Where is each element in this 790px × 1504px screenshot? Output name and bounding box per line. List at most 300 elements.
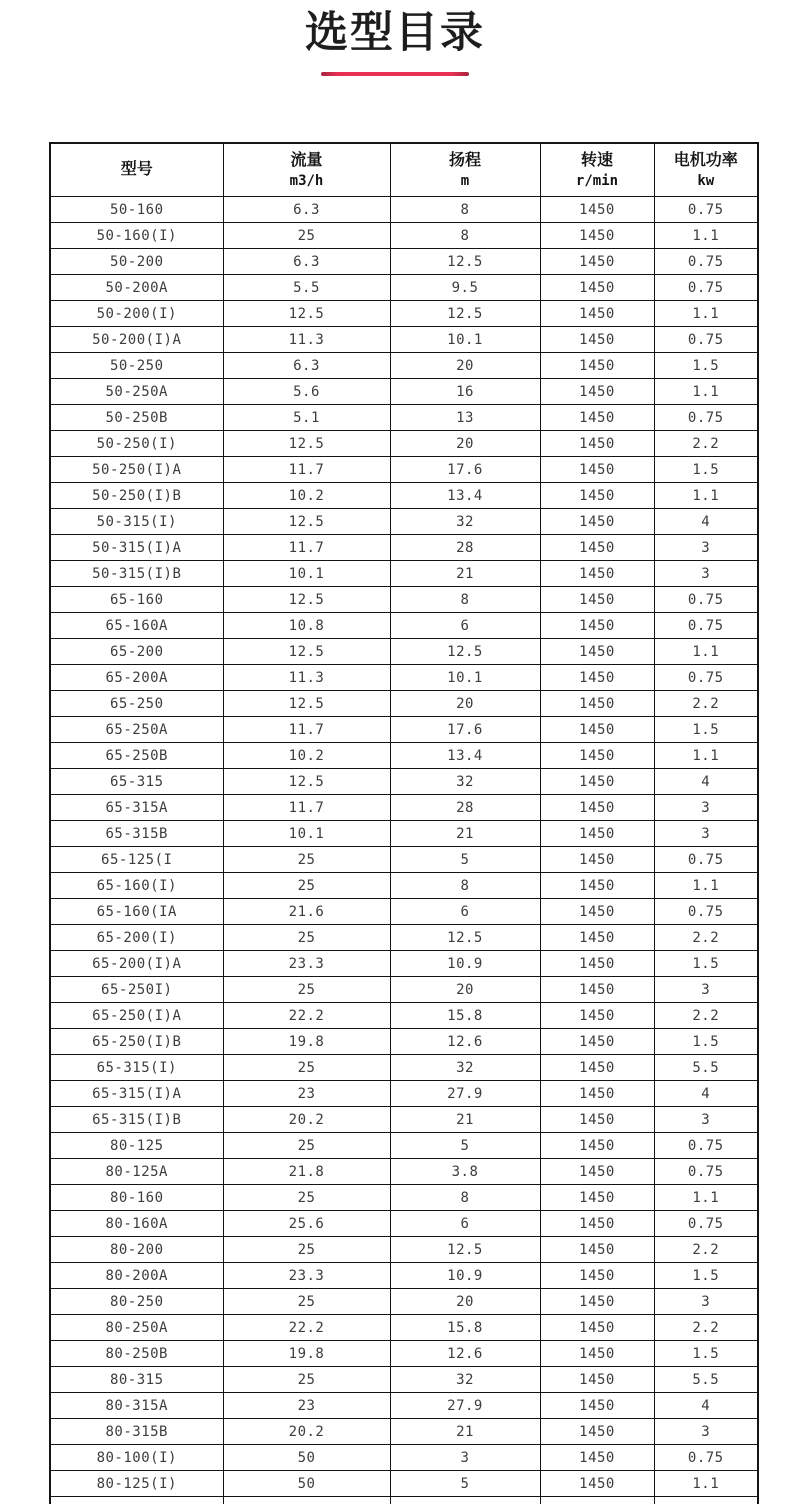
cell-head: 8: [390, 587, 540, 613]
cell-flow: 10.8: [223, 613, 390, 639]
page-title: 选型目录: [305, 9, 485, 57]
cell-speed: 1450: [540, 717, 654, 743]
cell-power: 3: [654, 561, 758, 587]
table-row: [50, 587, 758, 613]
cell-model: 65-200(I): [50, 925, 223, 951]
table-row: [50, 405, 758, 431]
cell-flow: 11.3: [223, 665, 390, 691]
cell-head: 28: [390, 795, 540, 821]
table-row: [50, 1133, 758, 1159]
cell-power: 1.5: [654, 1341, 758, 1367]
table-row: [50, 769, 758, 795]
cell-flow: 25: [223, 1133, 390, 1159]
table-row: [50, 457, 758, 483]
cell-flow: 23: [223, 1393, 390, 1419]
cell-head: 12.5: [390, 925, 540, 951]
cell-speed: 1450: [540, 743, 654, 769]
cell-model: 80-200: [50, 1237, 223, 1263]
cell-speed: 1450: [540, 665, 654, 691]
cell-power: 1.5: [654, 1263, 758, 1289]
cell-head: 10.1: [390, 665, 540, 691]
cell-power: 0.75: [654, 249, 758, 275]
table-row: [50, 1445, 758, 1471]
table-row: [50, 743, 758, 769]
cell-flow: 19.8: [223, 1029, 390, 1055]
table-row: [50, 613, 758, 639]
cell-power: 5.5: [654, 1367, 758, 1393]
cell-flow: 12.5: [223, 587, 390, 613]
cell-speed: 1450: [540, 327, 654, 353]
cell-model: 50-250: [50, 353, 223, 379]
cell-flow: 25: [223, 1289, 390, 1315]
cell-flow: 25: [223, 1185, 390, 1211]
cell-speed: 1450: [540, 1107, 654, 1133]
cell-flow: 25: [223, 1055, 390, 1081]
cell-flow: 6.3: [223, 249, 390, 275]
cell-flow: 25.6: [223, 1211, 390, 1237]
table-row: [50, 873, 758, 899]
cell-model: 65-200(I)A: [50, 951, 223, 977]
column-header-power: [654, 143, 758, 197]
cell-power: 2.2: [654, 691, 758, 717]
table-row: [50, 1237, 758, 1263]
cell-head: 17.6: [390, 457, 540, 483]
cell-speed: 1450: [540, 691, 654, 717]
cell-model: 80-250: [50, 1289, 223, 1315]
cell-speed: 1450: [540, 899, 654, 925]
cell-head: 16: [390, 379, 540, 405]
cell-power: 0.75: [654, 899, 758, 925]
cell-speed: 1450: [540, 301, 654, 327]
cell-flow: 10.1: [223, 561, 390, 587]
table-partial-row: [50, 1497, 758, 1504]
cell-model: 65-250: [50, 691, 223, 717]
cell-head: 12.5: [390, 1237, 540, 1263]
table-header-row: [50, 143, 758, 197]
table-row: [50, 1289, 758, 1315]
cell-model: 65-315(I): [50, 1055, 223, 1081]
cell-speed: 1450: [540, 1003, 654, 1029]
table-row: [50, 795, 758, 821]
cell-power: 0.75: [654, 1445, 758, 1471]
cell-speed: 1450: [540, 1341, 654, 1367]
cell-head: 32: [390, 1367, 540, 1393]
cell-speed: 1450: [540, 561, 654, 587]
cell-model: 50-160(I): [50, 223, 223, 249]
cell-model: 50-200(I)A: [50, 327, 223, 353]
cell-flow: 23.3: [223, 1263, 390, 1289]
cell-speed: 1450: [540, 1445, 654, 1471]
table-row: [50, 431, 758, 457]
cell-flow: 50: [223, 1471, 390, 1497]
cell-power: 2.2: [654, 925, 758, 951]
cell-power: 1.5: [654, 951, 758, 977]
column-header-speed: [540, 143, 654, 197]
cell-power: 2.2: [654, 1003, 758, 1029]
cell-speed: 1450: [540, 1393, 654, 1419]
cell-model: 80-125(I): [50, 1471, 223, 1497]
table-row: [50, 197, 758, 223]
cell-model: 80-200A: [50, 1263, 223, 1289]
cell-power: 0.75: [654, 847, 758, 873]
table-row: [50, 1107, 758, 1133]
cell-speed: 1450: [540, 639, 654, 665]
pump-selection-table: [49, 142, 759, 1504]
table-row: [50, 509, 758, 535]
cell-model: 50-250(I)B: [50, 483, 223, 509]
table-row: [50, 1081, 758, 1107]
cell-model: 80-160A: [50, 1211, 223, 1237]
cell-speed: 1450: [540, 1419, 654, 1445]
cell-speed: 1450: [540, 1315, 654, 1341]
cell-head: 32: [390, 1055, 540, 1081]
cell-speed: 1450: [540, 587, 654, 613]
cell-flow: 23.3: [223, 951, 390, 977]
cell-model: 65-250B: [50, 743, 223, 769]
cell-flow: 12.5: [223, 769, 390, 795]
table-row: [50, 1367, 758, 1393]
cell-speed: 1450: [540, 249, 654, 275]
cell-power: 3: [654, 795, 758, 821]
column-header-speed-unit: r/min: [575, 172, 619, 189]
table-row: [50, 1471, 758, 1497]
cell-head: 15.8: [390, 1003, 540, 1029]
cell-power: 3: [654, 1419, 758, 1445]
title-underline-decoration: [321, 72, 469, 76]
cell-head: 27.9: [390, 1393, 540, 1419]
cell-flow: 12.5: [223, 639, 390, 665]
cell-head: 10.9: [390, 951, 540, 977]
table-row: [50, 639, 758, 665]
cell-power: 1.5: [654, 457, 758, 483]
cell-speed: 1450: [540, 1289, 654, 1315]
cell-model: 65-200A: [50, 665, 223, 691]
cell-model: 50-250(I)A: [50, 457, 223, 483]
cell-flow: 25: [223, 925, 390, 951]
cell-speed: 1450: [540, 977, 654, 1003]
column-header-model: [50, 143, 223, 197]
cell-head: 20: [390, 431, 540, 457]
cell-speed: 1450: [540, 353, 654, 379]
cell-empty: [654, 1497, 758, 1504]
column-header-power-unit: kw: [697, 172, 715, 189]
cell-speed: 1450: [540, 1471, 654, 1497]
cell-power: 1.5: [654, 717, 758, 743]
cell-flow: 25: [223, 873, 390, 899]
cell-power: 1.1: [654, 743, 758, 769]
cell-head: 27.9: [390, 1081, 540, 1107]
cell-flow: 25: [223, 1367, 390, 1393]
table-row: [50, 821, 758, 847]
cell-power: 1.1: [654, 873, 758, 899]
cell-head: 21: [390, 561, 540, 587]
cell-head: 20: [390, 977, 540, 1003]
cell-flow: 5.1: [223, 405, 390, 431]
cell-power: 4: [654, 1393, 758, 1419]
cell-power: 1.1: [654, 639, 758, 665]
cell-flow: 22.2: [223, 1003, 390, 1029]
cell-power: 1.1: [654, 379, 758, 405]
cell-model: 65-160(I): [50, 873, 223, 899]
cell-model: 80-315B: [50, 1419, 223, 1445]
cell-speed: 1450: [540, 613, 654, 639]
cell-speed: 1450: [540, 1133, 654, 1159]
cell-model: 50-200: [50, 249, 223, 275]
cell-power: 1.5: [654, 1029, 758, 1055]
cell-head: 10.9: [390, 1263, 540, 1289]
cell-model: 65-200: [50, 639, 223, 665]
cell-speed: 1450: [540, 1185, 654, 1211]
cell-speed: 1450: [540, 1237, 654, 1263]
cell-speed: 1450: [540, 483, 654, 509]
cell-flow: 10.2: [223, 743, 390, 769]
table-row: [50, 327, 758, 353]
cell-head: 12.5: [390, 639, 540, 665]
cell-power: 4: [654, 1081, 758, 1107]
cell-head: 12.5: [390, 301, 540, 327]
table-row: [50, 249, 758, 275]
cell-speed: 1450: [540, 821, 654, 847]
cell-flow: 21.6: [223, 899, 390, 925]
cell-model: 80-250A: [50, 1315, 223, 1341]
cell-flow: 5.6: [223, 379, 390, 405]
cell-speed: 1450: [540, 795, 654, 821]
cell-speed: 1450: [540, 535, 654, 561]
cell-head: 6: [390, 1211, 540, 1237]
table-row: [50, 951, 758, 977]
cell-flow: 6.3: [223, 353, 390, 379]
cell-power: 1.5: [654, 353, 758, 379]
cell-flow: 12.5: [223, 431, 390, 457]
table-row: [50, 275, 758, 301]
cell-power: 3: [654, 535, 758, 561]
cell-flow: 25: [223, 223, 390, 249]
cell-head: 32: [390, 769, 540, 795]
cell-speed: 1450: [540, 951, 654, 977]
cell-speed: 1450: [540, 769, 654, 795]
cell-head: 9.5: [390, 275, 540, 301]
cell-speed: 1450: [540, 457, 654, 483]
cell-model: 65-315(I)B: [50, 1107, 223, 1133]
table-row: [50, 379, 758, 405]
cell-model: 65-160A: [50, 613, 223, 639]
cell-speed: 1450: [540, 1029, 654, 1055]
cell-empty: [390, 1497, 540, 1504]
cell-head: 5: [390, 847, 540, 873]
table-row: [50, 1341, 758, 1367]
cell-speed: 1450: [540, 873, 654, 899]
cell-power: 0.75: [654, 1133, 758, 1159]
column-header-power-label: 电机功率: [673, 151, 738, 169]
cell-power: 0.75: [654, 665, 758, 691]
table-row: [50, 1159, 758, 1185]
table-row: [50, 899, 758, 925]
cell-power: 3: [654, 821, 758, 847]
cell-head: 3: [390, 1445, 540, 1471]
cell-head: 8: [390, 873, 540, 899]
table-row: [50, 1419, 758, 1445]
cell-model: 80-250B: [50, 1341, 223, 1367]
cell-flow: 25: [223, 847, 390, 873]
table-row: [50, 847, 758, 873]
cell-model: 50-200(I): [50, 301, 223, 327]
cell-head: 13: [390, 405, 540, 431]
cell-head: 21: [390, 821, 540, 847]
table-row: [50, 353, 758, 379]
cell-speed: 1450: [540, 925, 654, 951]
cell-head: 8: [390, 197, 540, 223]
cell-power: 0.75: [654, 405, 758, 431]
cell-model: 80-125: [50, 1133, 223, 1159]
cell-flow: 23: [223, 1081, 390, 1107]
cell-head: 20: [390, 1289, 540, 1315]
cell-power: 0.75: [654, 1159, 758, 1185]
column-header-head-unit: m: [460, 172, 470, 189]
cell-speed: 1450: [540, 509, 654, 535]
cell-head: 8: [390, 223, 540, 249]
cell-power: 0.75: [654, 1211, 758, 1237]
cell-speed: 1450: [540, 847, 654, 873]
table-row: [50, 483, 758, 509]
cell-model: 80-315: [50, 1367, 223, 1393]
cell-speed: 1450: [540, 275, 654, 301]
cell-model: 50-250B: [50, 405, 223, 431]
cell-model: 80-100(I): [50, 1445, 223, 1471]
cell-head: 21: [390, 1107, 540, 1133]
column-header-head: [390, 143, 540, 197]
cell-power: 4: [654, 769, 758, 795]
column-header-flow-label: 流量: [290, 151, 323, 169]
cell-flow: 12.5: [223, 691, 390, 717]
table-row: [50, 1003, 758, 1029]
table-row: [50, 1393, 758, 1419]
cell-flow: 10.1: [223, 821, 390, 847]
table-row: [50, 1315, 758, 1341]
table-row: [50, 301, 758, 327]
cell-model: 50-315(I)A: [50, 535, 223, 561]
cell-power: 1.1: [654, 483, 758, 509]
cell-power: 5.5: [654, 1055, 758, 1081]
cell-power: 2.2: [654, 1315, 758, 1341]
cell-flow: 11.7: [223, 795, 390, 821]
cell-power: 3: [654, 977, 758, 1003]
column-header-head-label: 扬程: [448, 151, 481, 169]
cell-head: 6: [390, 613, 540, 639]
cell-head: 5: [390, 1471, 540, 1497]
cell-power: 4: [654, 509, 758, 535]
cell-flow: 12.5: [223, 301, 390, 327]
cell-head: 32: [390, 509, 540, 535]
cell-head: 28: [390, 535, 540, 561]
cell-head: 21: [390, 1419, 540, 1445]
cell-head: 5: [390, 1133, 540, 1159]
cell-flow: 25: [223, 977, 390, 1003]
cell-head: 3.8: [390, 1159, 540, 1185]
cell-speed: 1450: [540, 1367, 654, 1393]
cell-flow: 12.5: [223, 509, 390, 535]
table-row: [50, 223, 758, 249]
cell-empty: [540, 1497, 654, 1504]
cell-flow: 22.2: [223, 1315, 390, 1341]
cell-model: 50-250(I): [50, 431, 223, 457]
cell-flow: 11.3: [223, 327, 390, 353]
cell-speed: 1450: [540, 1263, 654, 1289]
cell-empty: [50, 1497, 223, 1504]
cell-speed: 1450: [540, 1055, 654, 1081]
cell-model: 65-315: [50, 769, 223, 795]
cell-speed: 1450: [540, 1159, 654, 1185]
cell-head: 17.6: [390, 717, 540, 743]
cell-model: 65-250(I)B: [50, 1029, 223, 1055]
cell-speed: 1450: [540, 405, 654, 431]
cell-flow: 11.7: [223, 535, 390, 561]
cell-head: 20: [390, 353, 540, 379]
cell-model: 50-160: [50, 197, 223, 223]
column-header-model-label: 型号: [120, 160, 153, 178]
cell-power: 1.1: [654, 1185, 758, 1211]
cell-head: 12.6: [390, 1341, 540, 1367]
table-row: [50, 1055, 758, 1081]
cell-model: 65-250(I)A: [50, 1003, 223, 1029]
cell-empty: [223, 1497, 390, 1504]
cell-model: 65-250I): [50, 977, 223, 1003]
cell-model: 80-315A: [50, 1393, 223, 1419]
cell-flow: 11.7: [223, 457, 390, 483]
cell-speed: 1450: [540, 1081, 654, 1107]
cell-model: 80-125A: [50, 1159, 223, 1185]
cell-power: 3: [654, 1289, 758, 1315]
cell-model: 80-160: [50, 1185, 223, 1211]
cell-speed: 1450: [540, 1211, 654, 1237]
cell-power: 1.1: [654, 301, 758, 327]
cell-speed: 1450: [540, 431, 654, 457]
cell-flow: 6.3: [223, 197, 390, 223]
cell-flow: 19.8: [223, 1341, 390, 1367]
cell-head: 15.8: [390, 1315, 540, 1341]
table-row: [50, 691, 758, 717]
cell-power: 0.75: [654, 327, 758, 353]
cell-model: 65-315B: [50, 821, 223, 847]
cell-power: 0.75: [654, 613, 758, 639]
cell-model: 65-315A: [50, 795, 223, 821]
table-row: [50, 535, 758, 561]
cell-power: 0.75: [654, 587, 758, 613]
cell-model: 65-125(I: [50, 847, 223, 873]
cell-model: 65-160: [50, 587, 223, 613]
cell-power: 0.75: [654, 197, 758, 223]
cell-head: 12.5: [390, 249, 540, 275]
cell-flow: 10.2: [223, 483, 390, 509]
cell-model: 50-250A: [50, 379, 223, 405]
cell-head: 6: [390, 899, 540, 925]
cell-flow: 50: [223, 1445, 390, 1471]
cell-power: 0.75: [654, 275, 758, 301]
cell-flow: 5.5: [223, 275, 390, 301]
table-row: [50, 1185, 758, 1211]
cell-power: 1.1: [654, 223, 758, 249]
cell-flow: 21.8: [223, 1159, 390, 1185]
column-header-speed-label: 转速: [580, 151, 613, 169]
cell-model: 50-200A: [50, 275, 223, 301]
cell-speed: 1450: [540, 223, 654, 249]
cell-model: 65-250A: [50, 717, 223, 743]
cell-power: 2.2: [654, 431, 758, 457]
table-row: [50, 1029, 758, 1055]
cell-power: 2.2: [654, 1237, 758, 1263]
cell-power: 1.1: [654, 1471, 758, 1497]
cell-speed: 1450: [540, 197, 654, 223]
cell-power: 3: [654, 1107, 758, 1133]
